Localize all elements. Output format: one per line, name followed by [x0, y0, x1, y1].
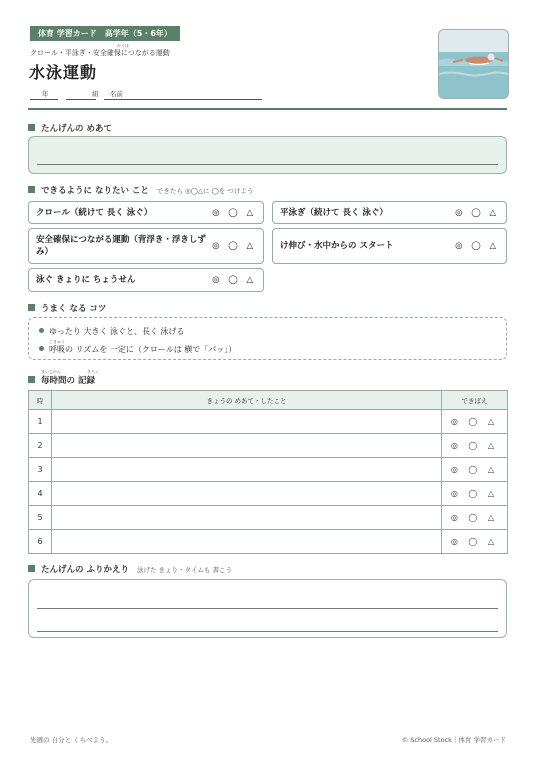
skill-item[interactable]: 平泳ぎ（続けて 長く 泳ぐ） ◎ ◯ △ — [272, 201, 507, 224]
notes-cell[interactable] — [52, 410, 442, 434]
name-fields — [30, 86, 262, 100]
skill-item[interactable]: クロール（続けて 長く 泳ぐ） ◎ ◯ △ — [28, 201, 264, 224]
notes-cell[interactable] — [52, 530, 442, 554]
square-bullet-icon — [28, 124, 35, 131]
rating-marks[interactable]: ◎ ◯ △ — [442, 482, 508, 506]
square-bullet-icon — [28, 186, 35, 193]
table-row: 4 ◎ ◯ △ — [29, 482, 508, 506]
card-badge: 体育 学習カード 高学年（5・6年） — [30, 26, 180, 41]
rating-marks[interactable]: ◎ ◯ △ — [442, 410, 508, 434]
rating-marks[interactable]: ◎ ◯ △ — [212, 207, 256, 218]
rating-marks[interactable]: ◎ ◯ △ — [442, 530, 508, 554]
square-bullet-icon — [28, 376, 35, 383]
notes-cell[interactable] — [52, 434, 442, 458]
notes-cell[interactable] — [52, 458, 442, 482]
skills-note: できたら ◎◯△に ◯を つけよう — [156, 187, 254, 195]
goal-heading: たんげんの めあて — [28, 122, 112, 134]
skills-heading: できるように なりたい こと できたら ◎◯△に ◯を つけよう — [28, 184, 253, 196]
col-header: 時 — [29, 391, 52, 410]
record-ruby: まいじかん — [41, 369, 61, 374]
tips-heading: うまく なる コツ — [28, 302, 106, 314]
square-bullet-icon — [28, 304, 35, 311]
table-row: 6 ◎ ◯ △ — [29, 530, 508, 554]
col-header: できばえ — [442, 391, 508, 410]
square-bullet-icon — [28, 565, 35, 572]
footer-right: © School Stock｜体育 学習カード — [401, 736, 506, 744]
record-heading: 毎時間の 記録 — [28, 374, 95, 386]
rating-marks[interactable]: ◎ ◯ △ — [455, 241, 499, 251]
rating-marks[interactable]: ◎ ◯ △ — [212, 241, 256, 251]
subtitle: クロール・平泳ぎ・安全確保につながる運動 — [30, 49, 170, 57]
skill-item[interactable]: 安全確保につながる運動（背浮き・浮きしずみ） ◎ ◯ △ — [28, 228, 264, 264]
rating-marks[interactable]: ◎ ◯ △ — [455, 207, 499, 218]
tips-box — [28, 317, 507, 360]
skill-item[interactable]: 泳ぐ きょりに ちょうせん ◎ ◯ △ — [28, 268, 264, 292]
tip-item: 呼吸の リズムを 一定に（クロールは 横で「パッ」） — [39, 344, 236, 355]
footer-left: 先週の 自分と くらべよう。 — [30, 736, 113, 744]
reflection-note: 泳げた きょり・タイムも 書こう — [136, 566, 232, 574]
table-row: 2 ◎ ◯ △ — [29, 434, 508, 458]
skill-item[interactable]: け伸び・水中からの スタート ◎ ◯ △ — [272, 228, 507, 264]
col-header: きょうの めあて・したこと — [52, 391, 442, 410]
record-ruby: きろく — [87, 369, 99, 374]
year-label: 年 — [42, 90, 49, 98]
table-header-row — [29, 391, 508, 410]
name-label: 名前 — [110, 90, 123, 98]
rating-marks[interactable]: ◎ ◯ △ — [442, 506, 508, 530]
rating-marks[interactable]: ◎ ◯ △ — [212, 275, 256, 285]
table-row: 1 ◎ ◯ △ — [29, 410, 508, 434]
table-row: 3 ◎ ◯ △ — [29, 458, 508, 482]
class-label: 組 — [92, 90, 99, 98]
goal-input-box[interactable] — [28, 136, 507, 174]
subtitle-ruby: かくほ — [117, 43, 129, 48]
dot-icon — [39, 328, 44, 333]
reflection-input-box[interactable] — [28, 579, 507, 638]
page-title: 水泳運動 — [29, 63, 98, 82]
rating-marks[interactable]: ◎ ◯ △ — [442, 434, 508, 458]
rating-marks[interactable]: ◎ ◯ △ — [442, 458, 508, 482]
header-rule — [28, 108, 507, 110]
tip-ruby: こきゅう — [49, 339, 65, 344]
notes-cell[interactable] — [52, 482, 442, 506]
tip-item: ゆったり 大きく 泳ぐと、長く 泳げる — [39, 326, 185, 337]
table-row: 5 ◎ ◯ △ — [29, 506, 508, 530]
record-table — [28, 390, 508, 554]
notes-cell[interactable] — [52, 506, 442, 530]
reflection-heading: たんげんの ふりかえり 泳げた きょり・タイムも 書こう — [28, 563, 232, 575]
dot-icon — [39, 346, 44, 351]
swimmer-photo — [438, 29, 509, 99]
